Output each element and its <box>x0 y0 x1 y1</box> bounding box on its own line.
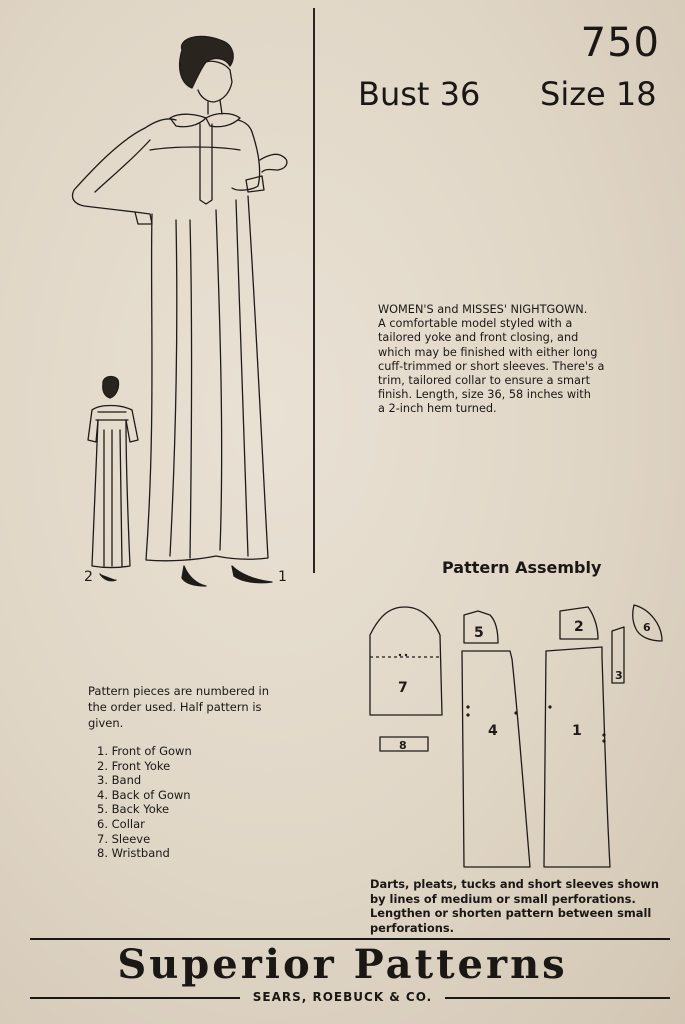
front-gown-number: 1 <box>572 723 582 739</box>
publisher-name: SEARS, ROEBUCK & CO. <box>252 990 433 1004</box>
pattern-intro: Pattern pieces are numbered in the order used. Half pattern is given. <box>88 684 270 730</box>
sleeve-piece <box>370 607 442 715</box>
description-line: finish. Length, size 36, 58 inches with <box>378 388 591 402</box>
wristband-number: 8 <box>399 739 407 752</box>
bust-size: Bust 36 <box>358 75 481 113</box>
list-item: 3. Band <box>97 773 142 788</box>
pattern-assembly-diagram <box>360 595 670 875</box>
footer-rule-left <box>30 997 240 999</box>
view-1-label: 1 <box>278 569 287 585</box>
description-line: which may be finished with either long <box>378 345 598 359</box>
description-line: A comfortable model styled with a <box>378 317 573 331</box>
brand-title: Superior Patterns <box>117 941 568 988</box>
list-item: 6. Collar <box>97 816 145 831</box>
back-yoke-number: 5 <box>474 625 484 641</box>
description-line: trim, tailored collar to ensure a smart <box>378 374 591 388</box>
description-line: cuff-trimmed or short sleeves. There's a <box>378 359 605 373</box>
sleeve-number: 7 <box>398 680 408 696</box>
garment-description <box>378 303 674 417</box>
list-item: 7. Sleeve <box>97 831 151 846</box>
dress-size: Size 18 <box>540 75 657 113</box>
list-item: 4. Back of Gown <box>97 787 191 802</box>
gown-illustration <box>0 0 315 600</box>
pattern-pieces-list <box>97 744 192 861</box>
description-line: WOMEN'S and MISSES' NIGHTGOWN. <box>378 303 588 316</box>
description-line: tailored yoke and front closing, and <box>378 331 579 345</box>
list-item: 2. Front Yoke <box>97 758 171 773</box>
front-gown-piece <box>544 647 610 867</box>
back-gown-piece <box>462 651 530 867</box>
back-gown-number: 4 <box>488 723 498 739</box>
pattern-number: 750 <box>580 20 660 66</box>
footer-rule-right <box>445 997 670 999</box>
description-line: a 2-inch hem turned. <box>378 402 497 416</box>
front-yoke-number: 2 <box>574 619 584 635</box>
perforation-note: Darts, pleats, tucks and short sleeves shown by lines of medium or small perforations. Lengthen or shorten pattern between small perforations. <box>370 877 659 935</box>
view-2-label: 2 <box>84 569 93 585</box>
list-item: 5. Back Yoke <box>97 802 170 817</box>
collar-number: 6 <box>643 621 651 634</box>
pattern-assembly-title: Pattern Assembly <box>442 558 602 577</box>
band-number: 3 <box>615 669 623 682</box>
list-item: 8. Wristband <box>97 846 170 861</box>
list-item: 1. Front of Gown <box>97 744 192 758</box>
